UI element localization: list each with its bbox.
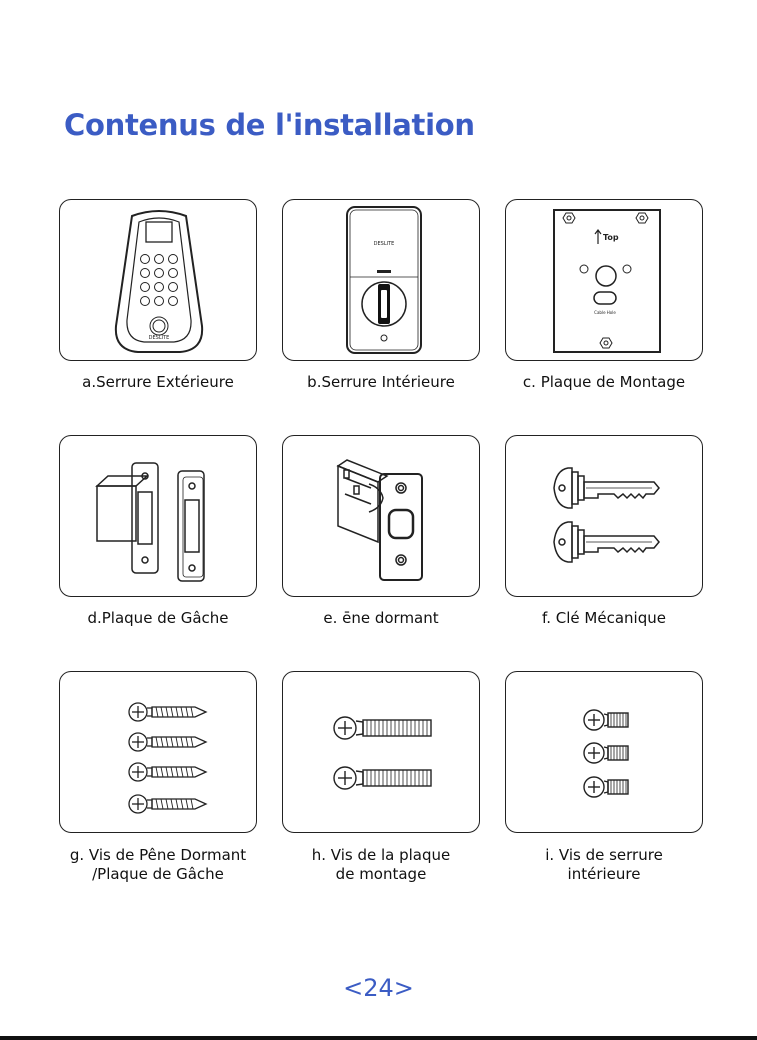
item-label-exterior-lock: a.Serrure Extérieure bbox=[82, 373, 234, 391]
item-label-mounting-plate: c. Plaque de Montage bbox=[522, 373, 686, 391]
item-card-mounting-screws bbox=[282, 671, 480, 833]
mounting-plate-icon bbox=[506, 200, 704, 362]
item-card-deadbolt-latch bbox=[282, 435, 480, 597]
mounting-screws-icon bbox=[283, 672, 481, 834]
interior-lock-icon bbox=[283, 200, 481, 362]
item-card-strike-plate bbox=[59, 435, 257, 597]
item-card-mounting-plate bbox=[505, 199, 703, 361]
page-number: <24> bbox=[343, 974, 414, 1002]
item-label-wood-screws bbox=[43, 846, 273, 884]
item-label-line2: /Plaque de Gâche bbox=[92, 865, 224, 883]
page-title: Contenus de l'installation bbox=[64, 108, 475, 142]
keys-icon bbox=[506, 436, 704, 598]
item-label-deadbolt-latch: e. ēne dormant bbox=[323, 609, 439, 627]
short-screws-icon bbox=[506, 672, 704, 834]
svg-text:Cable Hole: Cable Hole bbox=[594, 310, 616, 315]
wood-screws-icon bbox=[60, 672, 258, 834]
item-label-line1: g. Vis de Pêne Dormant bbox=[69, 846, 247, 864]
item-label-mounting-screws bbox=[266, 846, 496, 884]
item-label-line2: de montage bbox=[335, 865, 427, 883]
item-label-strike-plate: d.Plaque de Gâche bbox=[87, 609, 229, 627]
item-card-short-screws bbox=[505, 671, 703, 833]
item-label-interior-lock: b.Serrure Intérieure bbox=[307, 373, 455, 391]
item-label-line1: i. Vis de serrure bbox=[545, 846, 663, 864]
svg-text:Top: Top bbox=[603, 233, 619, 242]
item-label-short-screws bbox=[489, 846, 719, 884]
deadbolt-latch-icon bbox=[283, 436, 481, 598]
exterior-lock-icon bbox=[60, 200, 258, 362]
item-card-interior-lock bbox=[282, 199, 480, 361]
svg-text:DESLITE: DESLITE bbox=[373, 241, 395, 247]
item-label-line1: h. Vis de la plaque bbox=[311, 846, 451, 864]
item-card-keys bbox=[505, 435, 703, 597]
strike-plate-icon bbox=[60, 436, 258, 598]
item-card-wood-screws bbox=[59, 671, 257, 833]
item-label-line2: intérieure bbox=[567, 865, 641, 883]
svg-text:DESLITE: DESLITE bbox=[148, 335, 170, 341]
item-card-exterior-lock bbox=[59, 199, 257, 361]
bottom-rule bbox=[0, 1036, 757, 1040]
item-label-keys: f. Clé Mécanique bbox=[542, 609, 666, 627]
